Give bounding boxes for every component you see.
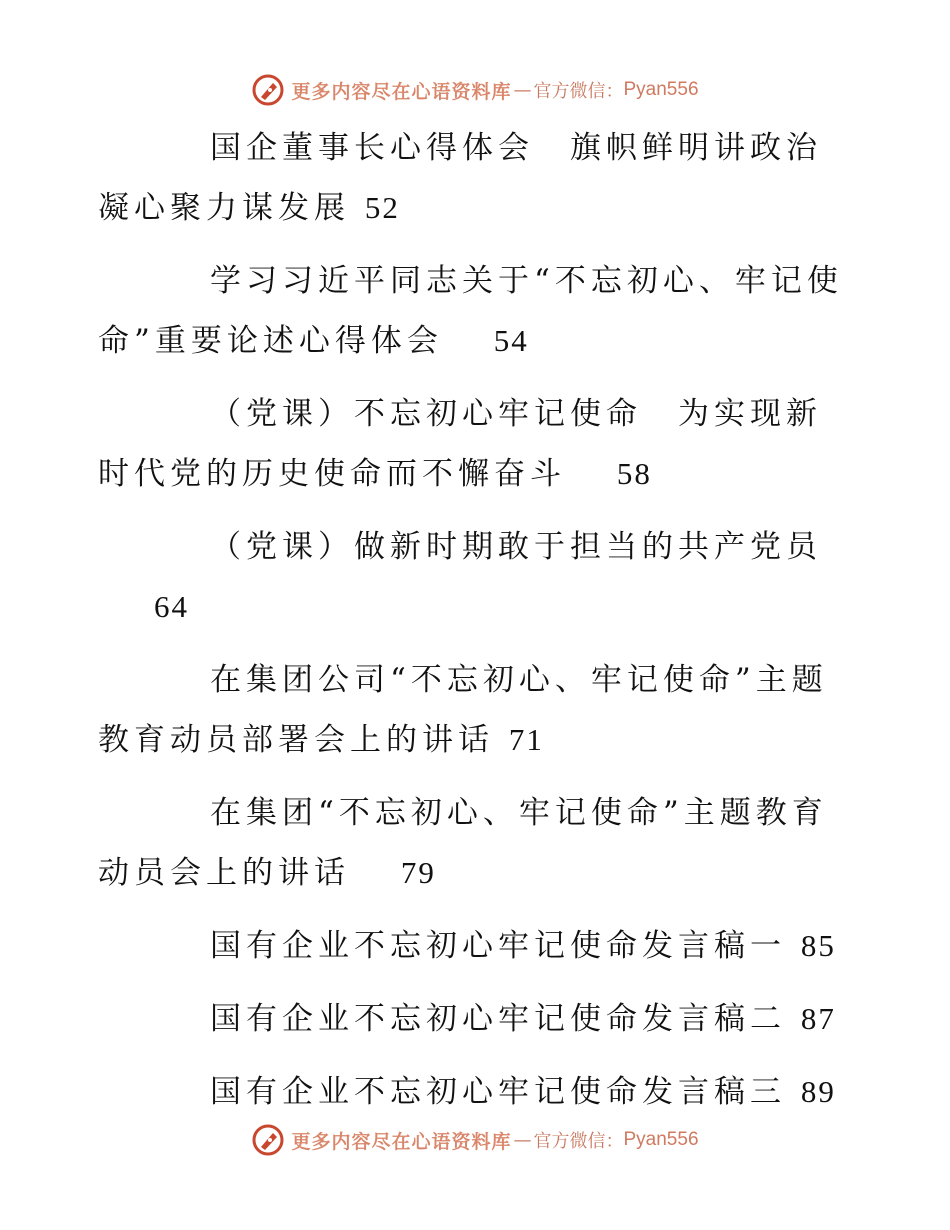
banner-wechat-label: 官方微信： [533,1131,624,1152]
toc-entry-page: 89 [800,1074,836,1109]
header-banner [0,70,950,110]
toc-entry[interactable] [98,989,843,1049]
toc-entry[interactable] [98,783,843,903]
toc-entry-page: 54 [493,323,529,358]
toc-entry[interactable] [98,118,843,238]
toc-entry-page: 64 [154,589,189,624]
toc-entry-title: 国有企业不忘初心牢记使命发言稿三 [210,1074,786,1110]
toc-entry-page: 87 [800,1001,836,1036]
toc-entry-title: 国有企业不忘初心牢记使命发言稿二 [210,1001,786,1037]
toc-entry-page: 85 [800,928,836,963]
toc-entry-title: 在集团公司“不忘初心、牢记使命”主题教育动员部署会上的讲话 [98,662,828,758]
toc-entry-title: 学习习近平同志关于“不忘初心、牢记使命”重要论述心得体会 [98,263,843,359]
toc-entry[interactable] [98,650,843,770]
banner-separator: — [513,79,532,101]
banner-wechat-id: Pyan556 [623,1129,699,1150]
footer-banner [0,1120,950,1160]
toc-entry-page: 58 [616,456,652,491]
toc-entry-title: 在集团“不忘初心、牢记使命”主题教育动员会上的讲话 [98,795,828,891]
pen-nib-circle-logo-icon [251,73,285,107]
toc-entry-page: 79 [400,855,436,890]
pen-nib-circle-logo-icon [251,1123,285,1157]
toc-entry-title: 国有企业不忘初心牢记使命发言稿一 [210,928,786,964]
toc-list [98,118,843,1135]
toc-entry-title: （党课）做新时期敢于担当的共产党员 [210,529,822,565]
toc-entry-page: 71 [508,722,544,757]
banner-separator: — [513,1129,532,1151]
toc-entry[interactable] [98,251,843,371]
banner-main-text: 更多内容尽在心语资料库 [291,1130,512,1153]
toc-entry-title: 国企董事长心得体会 旗帜鲜明讲政治 凝心聚力谋发展 [98,130,822,226]
toc-entry[interactable] [98,1062,843,1122]
toc-entry-title: （党课）不忘初心牢记使命 为实现新时代党的历史使命而不懈奋斗 [98,396,822,492]
banner-wechat-label: 官方微信： [533,81,624,102]
toc-entry[interactable] [98,517,843,637]
banner-wechat-id: Pyan556 [623,79,699,100]
toc-entry[interactable] [98,916,843,976]
toc-entry[interactable] [98,384,843,504]
toc-entry-page: 52 [364,190,400,225]
banner-main-text: 更多内容尽在心语资料库 [291,80,512,103]
